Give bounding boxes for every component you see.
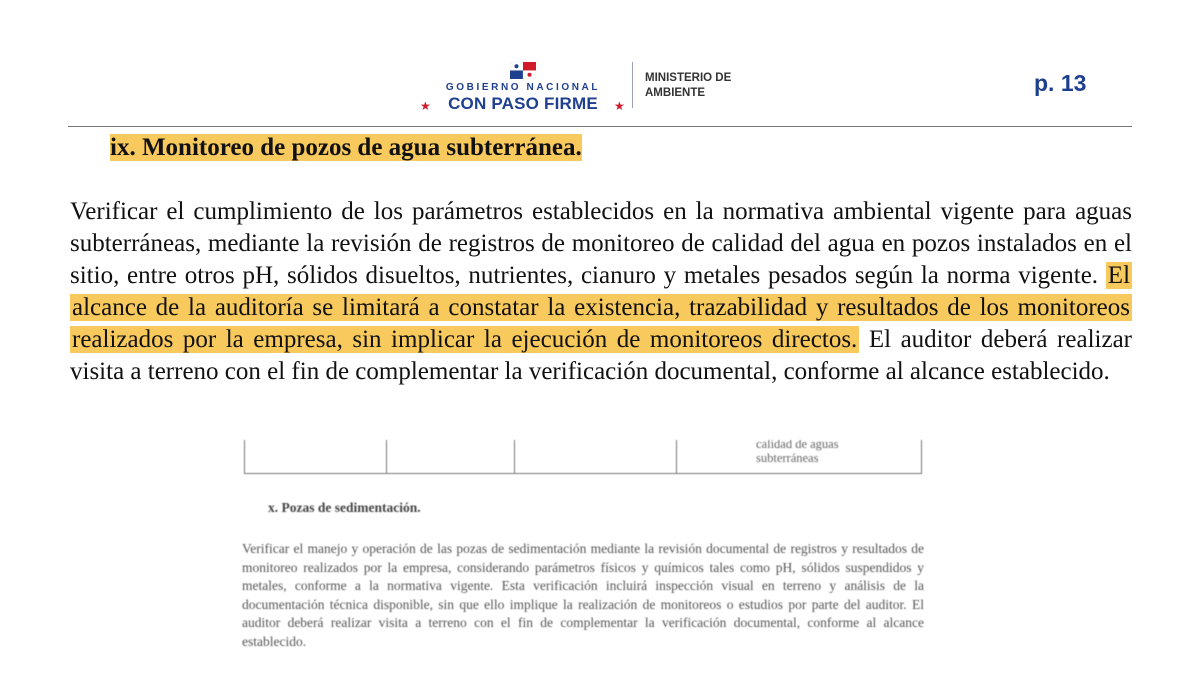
table-border — [921, 440, 922, 473]
star-right-icon: ★ — [614, 99, 625, 113]
table-border — [244, 440, 245, 473]
section-title-highlight: ix. Monitoreo de pozos de agua subterránea. — [110, 134, 582, 161]
header-divider — [632, 62, 633, 108]
scan-table-fragment — [244, 440, 922, 474]
table-border — [514, 440, 515, 473]
table-border — [386, 440, 387, 473]
scan-paragraph: Verificar el manejo y operación de las pozas de sedimentación mediante la revisión documental de registros y resultados de monitoreo realizados por la empresa, considerando parámetros físicos y químicos tales como pH, sólidos suspendidos y metales, conforme a la normativa vigente. Esta verificación incluirá inspección visual en terreno y análisis de la documentación técnica disponible, sin que ello implique la realización de monitoreos o estudios por parte del auditor. El auditor deberá realizar visita a terreno con el fin de complementar la verificación documental, conforme al alcance establecido. — [242, 541, 924, 649]
document-header — [0, 0, 1200, 128]
gov-line-1: GOBIERNO NACIONAL — [445, 82, 601, 93]
table-cell-line-2: subterráneas — [756, 451, 819, 465]
ministry-line-1: MINISTERIO DE — [645, 72, 732, 84]
panama-flag-icon — [510, 62, 536, 79]
paragraph-text-2: El auditor deberá realizar visita a terreno con el fin de complementar la verificación documental, conforme al alcance establecido. — [70, 326, 1132, 385]
table-cell — [756, 440, 839, 465]
table-cell-line-1: calidad de aguas — [756, 440, 839, 451]
scanned-excerpt — [238, 440, 928, 675]
paragraph-highlight: El alcance de la auditoría se limitará a constatar la existencia, trazabilidad y resultados de los monitoreos realizados por la empresa, sin implicar la ejecución de monitoreos directos. — [72, 262, 1131, 353]
table-border — [676, 440, 677, 473]
scan-section-title: x. Pozas de sedimentación. — [268, 500, 421, 515]
ministry-line-2: AMBIENTE — [645, 87, 706, 99]
section-paragraph — [70, 196, 1132, 388]
star-left-icon: ★ — [420, 99, 431, 113]
page-number: p. 13 — [1034, 70, 1087, 96]
ministry-name — [645, 71, 731, 101]
header-rule — [68, 126, 1132, 127]
section-title-ix — [110, 131, 582, 165]
paragraph-text-1: Verificar el cumplimiento de los parámetros establecidos en la normativa ambiental vigente para aguas subterráneas, mediante la revisión de registros de monitoreo de calidad del agua en pozos instalados en el sitio, entre otros pH, sólidos disueltos, nutrientes, cianuro y metales pesados según la norma vigente. — [70, 198, 1132, 289]
gov-line-2: CON PASO FIRME — [448, 94, 598, 113]
